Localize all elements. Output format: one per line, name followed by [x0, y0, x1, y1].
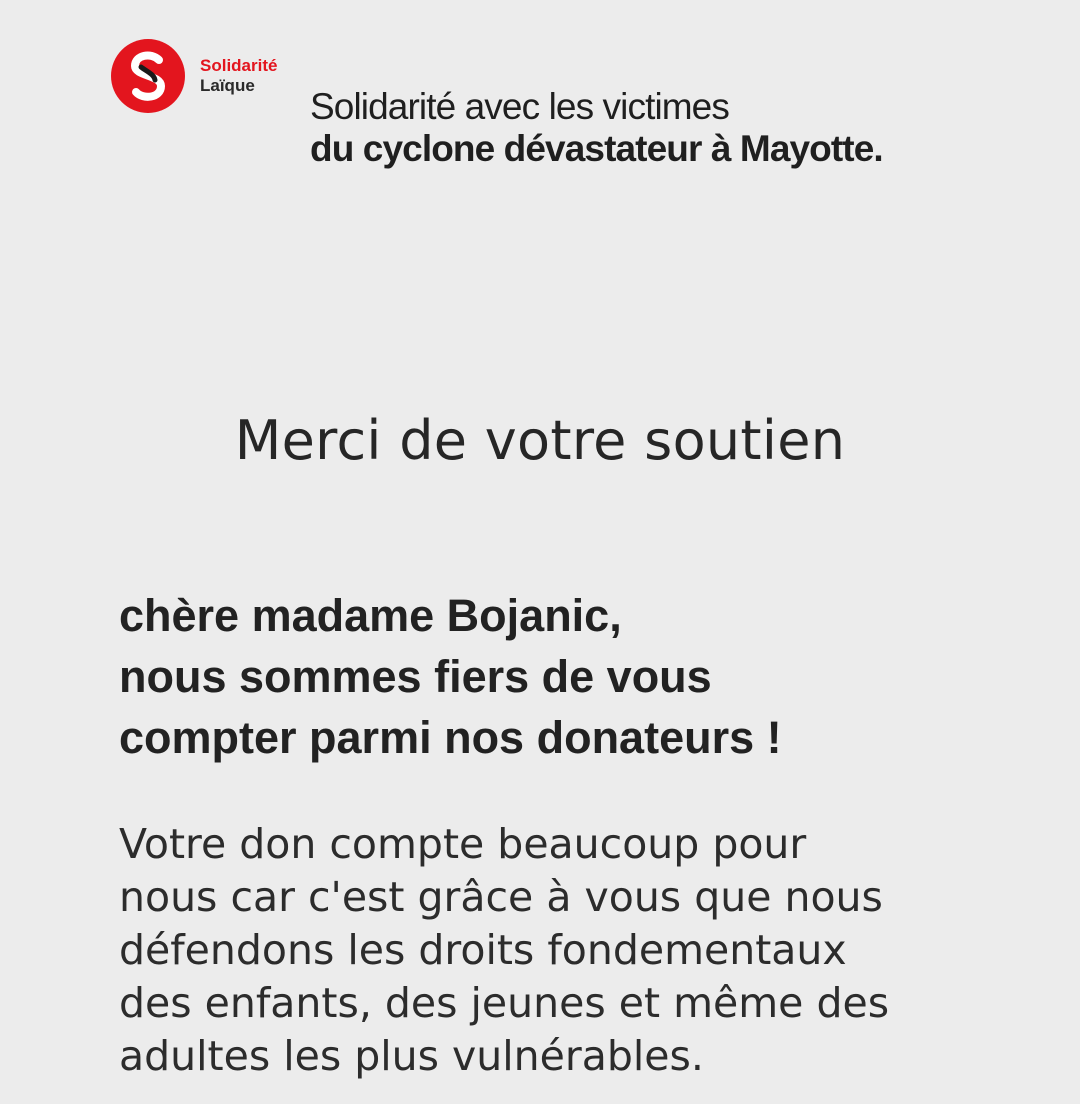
body-line: Votre don compte beaucoup pour — [119, 820, 807, 868]
greeting-line: compter parmi nos donateurs ! — [119, 712, 782, 763]
brand-name-line1: Solidarité — [200, 56, 278, 75]
greeting-line: chère madame Bojanic, — [119, 590, 622, 641]
headline-line-1: Solidarité avec les victimes — [310, 86, 729, 127]
brand-logo — [110, 38, 277, 114]
solidarite-laique-logo-icon — [110, 38, 186, 114]
body-line: défendons les droits fondementaux — [119, 926, 847, 974]
headline-line-2: du cyclone dévastateur à Mayotte. — [310, 128, 883, 169]
brand-name — [200, 56, 277, 96]
donation-message — [119, 818, 1019, 1083]
body-line: des enfants, des jeunes et même des — [119, 979, 890, 1027]
body-line: nous car c'est grâce à vous que nous — [119, 873, 883, 921]
greeting-line: nous sommes fiers de vous — [119, 651, 712, 702]
body-line: adultes les plus vulnérables. — [119, 1032, 704, 1080]
greeting-message — [119, 585, 1019, 768]
brand-name-line2: Laïque — [200, 76, 255, 95]
thanks-title: Merci de votre soutien — [234, 409, 846, 472]
campaign-headline — [310, 86, 1030, 170]
